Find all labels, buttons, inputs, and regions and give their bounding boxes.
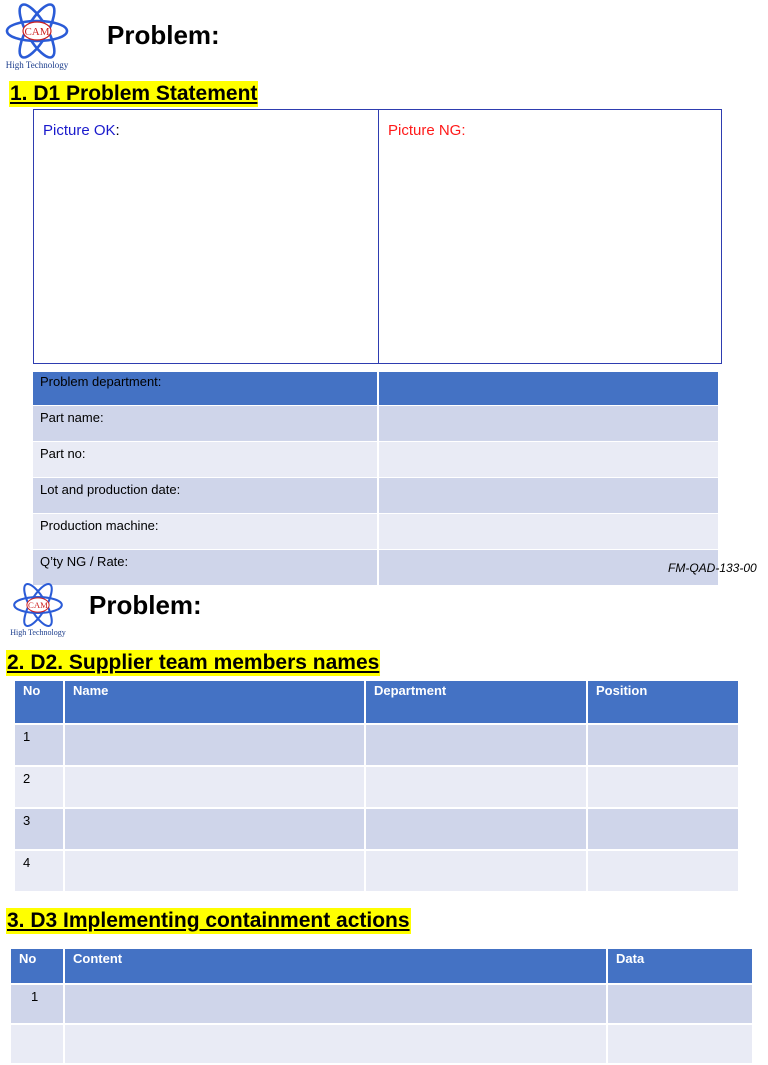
cell-content[interactable] <box>64 984 607 1024</box>
column-header-position: Position <box>587 680 739 724</box>
info-value[interactable] <box>378 406 718 442</box>
info-label: Part no: <box>33 442 378 478</box>
cell-no: 3 <box>14 808 64 850</box>
info-label: Problem department: <box>33 372 378 406</box>
page-title: Problem: <box>89 590 202 620</box>
info-label: Q’ty NG / Rate: <box>33 550 378 586</box>
cell-name[interactable] <box>64 808 365 850</box>
cell-department[interactable] <box>365 850 587 892</box>
section-heading-d3: 3. D3 Implementing containment actions <box>7 909 410 932</box>
info-row <box>33 372 718 406</box>
table-row <box>10 1024 753 1064</box>
info-label: Part name: <box>33 406 378 442</box>
column-header-no: No <box>14 680 64 724</box>
cell-position[interactable] <box>587 808 739 850</box>
info-row <box>33 442 718 478</box>
column-header-department: Department <box>365 680 587 724</box>
column-header-data: Data <box>607 948 753 984</box>
picture-ok-label <box>43 122 120 139</box>
column-header-no: No <box>10 948 64 984</box>
section-heading-d1: 1. D1 Problem Statement <box>10 82 258 105</box>
logo-brand-text: CAM <box>24 26 50 38</box>
company-logo <box>9 582 67 640</box>
company-logo <box>4 2 70 72</box>
logo-brand-text: CAM <box>28 600 48 611</box>
info-row <box>33 514 718 550</box>
atom-logo-icon <box>9 582 67 628</box>
cell-department[interactable] <box>365 766 587 808</box>
table-row <box>14 850 739 892</box>
problem-info-table <box>33 372 718 586</box>
info-value[interactable] <box>378 478 718 514</box>
info-value[interactable] <box>378 442 718 478</box>
cell-no: 2 <box>14 766 64 808</box>
atom-logo-icon <box>4 2 70 60</box>
picture-ok-text: Picture OK <box>43 122 116 139</box>
table-header-row <box>14 680 739 724</box>
info-label: Production machine: <box>33 514 378 550</box>
info-row <box>33 406 718 442</box>
cell-no: 4 <box>14 850 64 892</box>
form-code: FM-QAD-133-00 <box>668 561 757 575</box>
cell-department[interactable] <box>365 724 587 766</box>
table-row <box>14 766 739 808</box>
logo-caption: High Technology <box>5 60 69 70</box>
info-label: Lot and production date: <box>33 478 378 514</box>
cell-name[interactable] <box>64 766 365 808</box>
cell-no <box>10 1024 64 1064</box>
info-row <box>33 550 718 586</box>
table-row <box>10 984 753 1024</box>
picture-comparison-box <box>33 109 722 364</box>
column-header-content: Content <box>64 948 607 984</box>
table-row <box>14 724 739 766</box>
cell-position[interactable] <box>587 724 739 766</box>
cell-position[interactable] <box>587 850 739 892</box>
cell-position[interactable] <box>587 766 739 808</box>
info-row <box>33 478 718 514</box>
containment-actions-table <box>9 947 754 1065</box>
team-members-table <box>13 679 740 893</box>
cell-data[interactable] <box>607 1024 753 1064</box>
info-value[interactable] <box>378 514 718 550</box>
info-value[interactable] <box>378 372 718 406</box>
cell-data[interactable] <box>607 984 753 1024</box>
picture-ok-colon: : <box>115 122 120 139</box>
column-header-name: Name <box>64 680 365 724</box>
cell-name[interactable] <box>64 850 365 892</box>
cell-no: 1 <box>14 724 64 766</box>
picture-ng-label: Picture NG: <box>388 122 466 139</box>
page-title: Problem: <box>107 20 220 50</box>
logo-caption: High Technology <box>10 628 66 637</box>
cell-department[interactable] <box>365 808 587 850</box>
picture-divider <box>378 110 379 363</box>
section-heading-d2: 2. D2. Supplier team members names <box>7 651 380 674</box>
info-value[interactable] <box>378 550 718 586</box>
cell-content[interactable] <box>64 1024 607 1064</box>
cell-no: 1 <box>10 984 64 1024</box>
table-header-row <box>10 948 753 984</box>
cell-name[interactable] <box>64 724 365 766</box>
table-row <box>14 808 739 850</box>
